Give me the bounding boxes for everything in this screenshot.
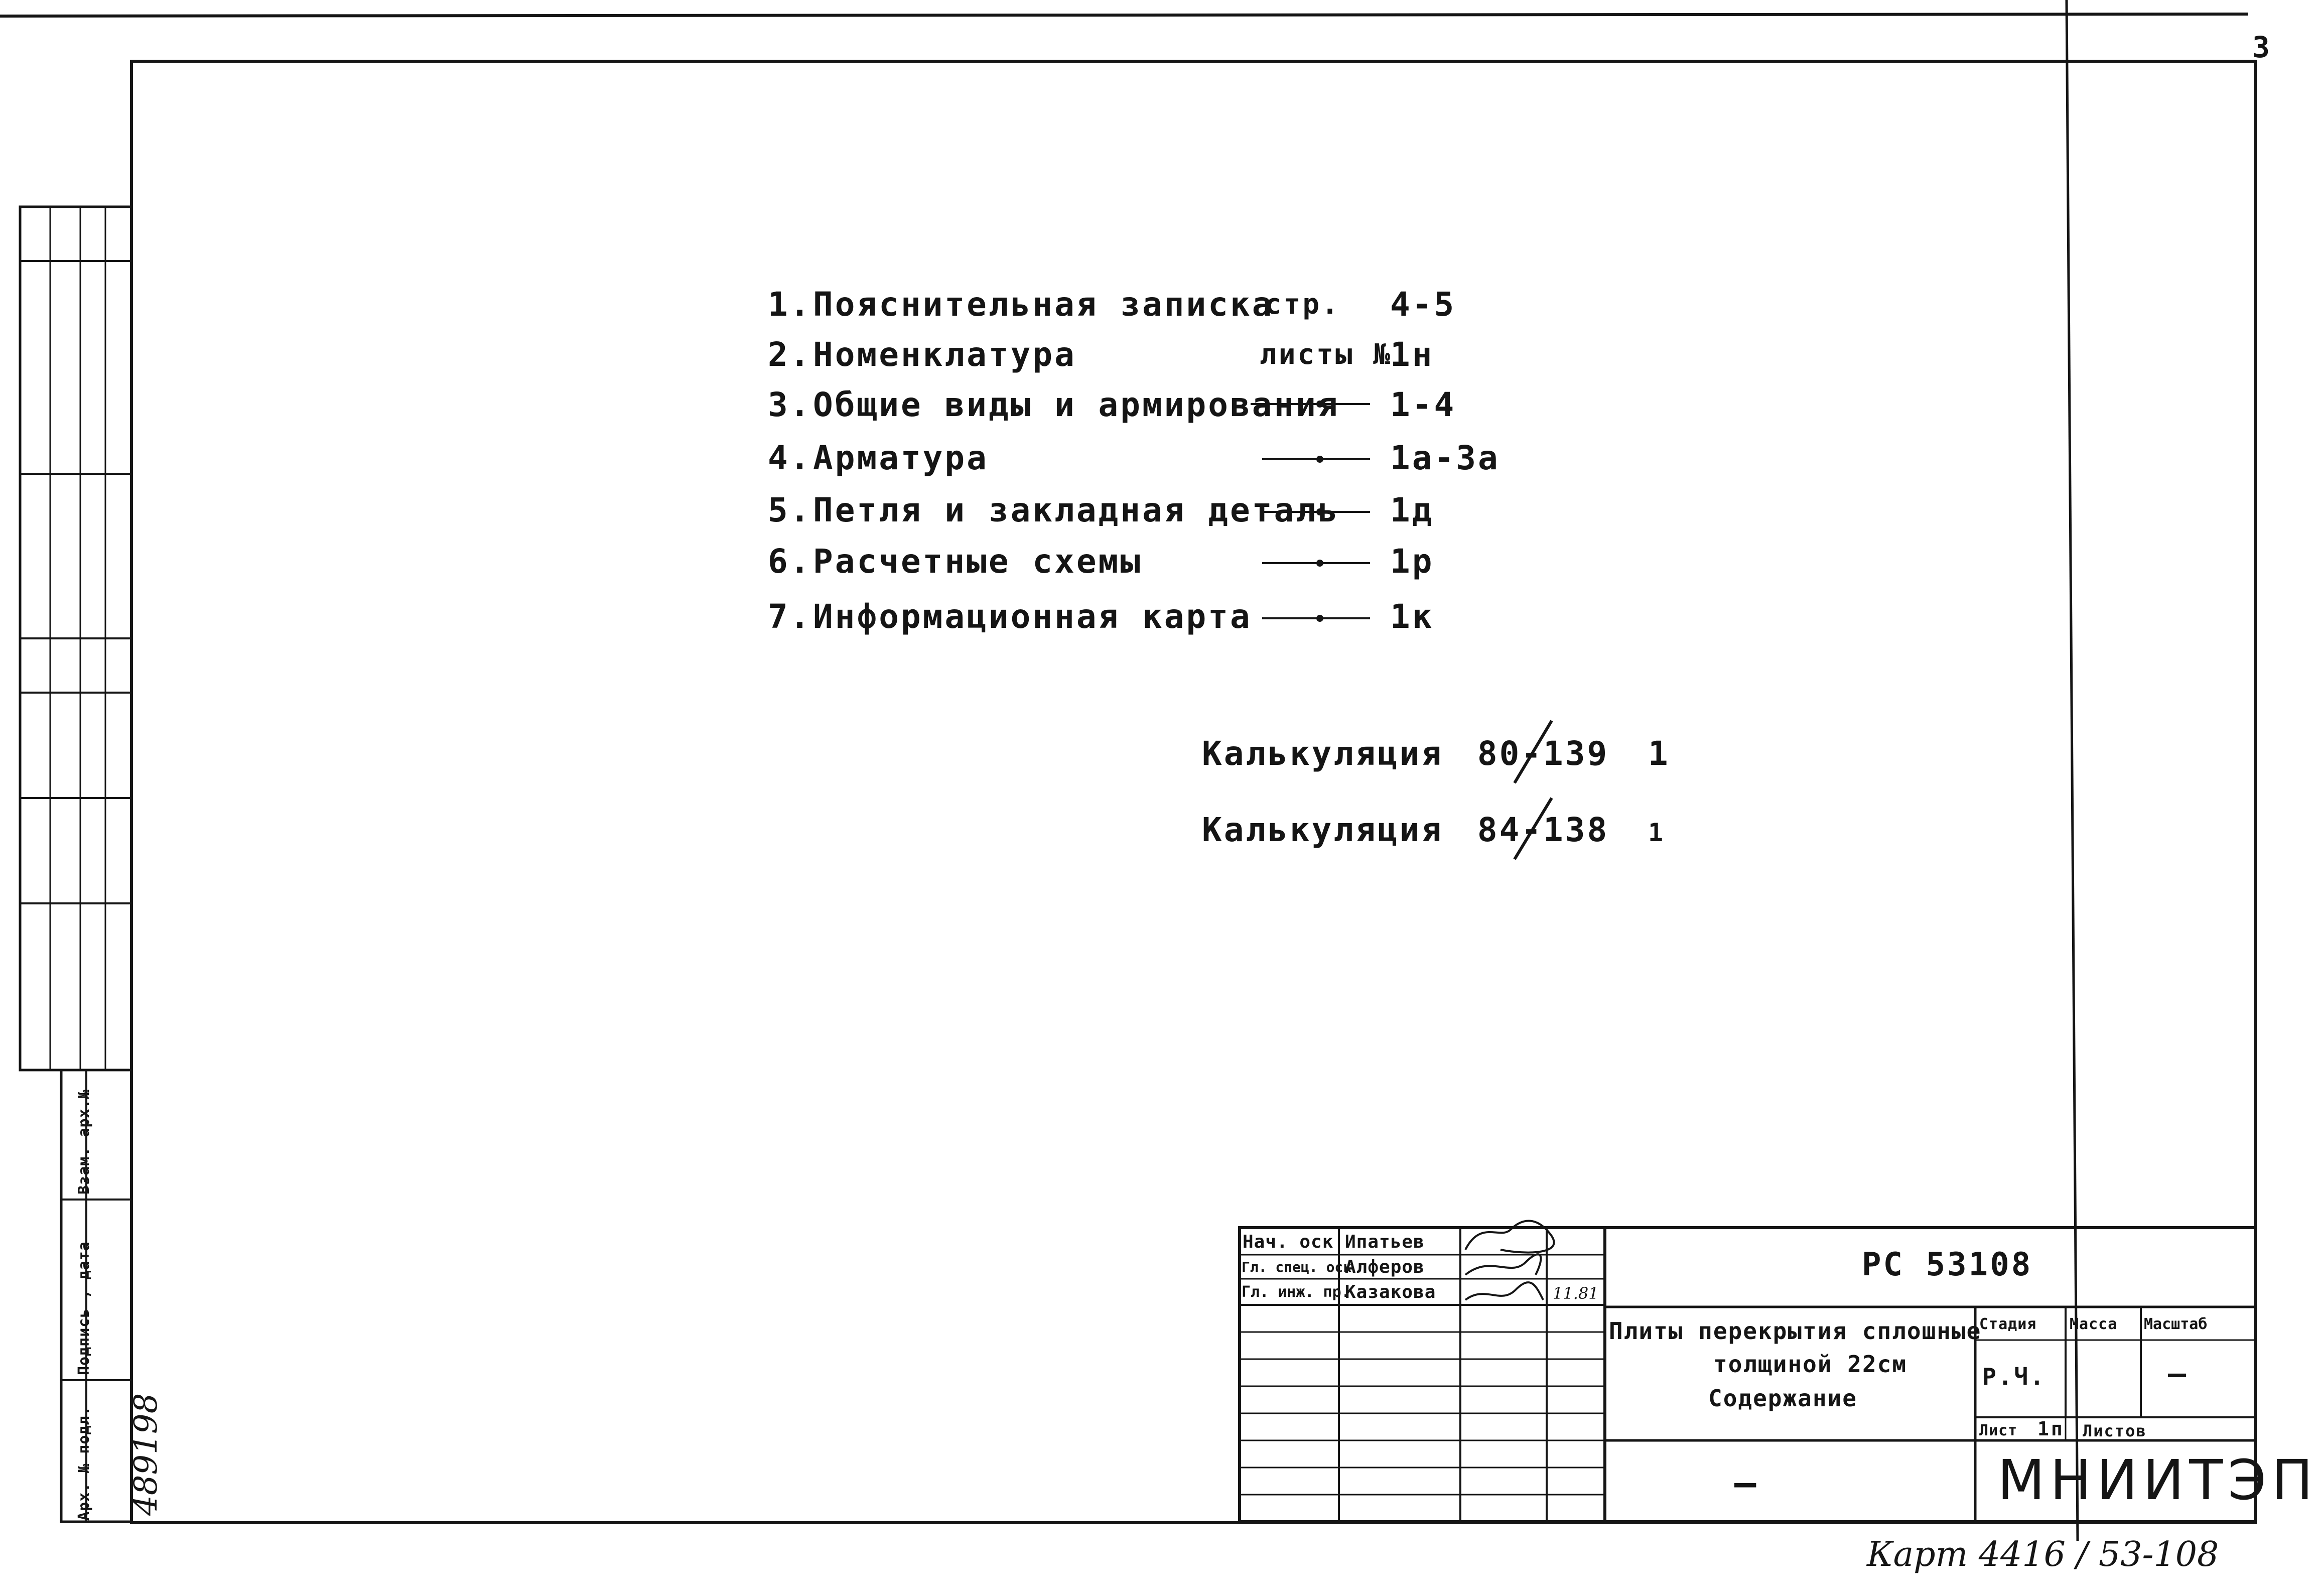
calculation-number: 80-139 <box>1477 734 1609 773</box>
contents-item-ref: листы № <box>1260 338 1393 371</box>
contents-item-title: Общие виды и армирования <box>813 385 1340 424</box>
document-title-line: Содержание <box>1708 1385 1857 1412</box>
calculation-label: Калькуляция <box>1202 811 1444 849</box>
contents-item-title: Пояснительная записка <box>813 285 1274 324</box>
scale-value: — <box>2168 1356 2189 1391</box>
contents-item-value: 1к <box>1390 597 1434 636</box>
side-stamp-label-signature: Подпись , дата <box>75 1241 93 1375</box>
contents-item-ref: стр. <box>1265 288 1340 321</box>
calculation-line <box>1202 805 1665 855</box>
sheet-value: 1п <box>2037 1418 2065 1440</box>
staff-date: 11.81 <box>1553 1284 1599 1303</box>
calculation-sub: 1 <box>1648 734 1670 773</box>
contents-item-number: 5. <box>768 491 812 529</box>
contents-item-title: Арматура <box>813 439 989 477</box>
organization-name: МНИИТЭП <box>1997 1448 2318 1512</box>
sheets-label: Листов <box>2083 1421 2147 1440</box>
contents-item-title: Номенклатура <box>813 335 1076 374</box>
document-code: РС 53108 <box>1862 1246 2033 1283</box>
staff-name: Ипатьев <box>1345 1232 1425 1252</box>
mass-label: Масса <box>2070 1315 2118 1333</box>
contents-item-value: 1р <box>1390 542 1434 581</box>
staff-role: Нач. оск <box>1243 1232 1334 1252</box>
side-stamp-label-archive: Арх. № подл. <box>75 1406 93 1521</box>
calculation-sub: 1 <box>1648 818 1666 847</box>
staff-name: Казакова <box>1345 1282 1436 1302</box>
calculation-number: 84-138 <box>1477 811 1609 849</box>
side-stamp-label-replaced: Взам. арх.№ <box>75 1089 93 1194</box>
contents-item-value: 1-4 <box>1390 385 1456 424</box>
contents-item-number: 2. <box>768 335 812 374</box>
stage-label: Стадия <box>1979 1315 2037 1333</box>
contents-item-value: 4-5 <box>1390 285 1456 324</box>
title-block-dash: — <box>1734 1461 1758 1504</box>
sheet-corner-number: 3 <box>2252 30 2272 64</box>
document-title-line: толщиной 22см <box>1713 1351 1907 1378</box>
contents-item-value: 1д <box>1390 491 1434 529</box>
calculation-line <box>1202 729 1670 779</box>
contents-item-number: 6. <box>768 542 812 581</box>
contents-item-number: 1. <box>768 285 812 324</box>
stage-value: Р.Ч. <box>1982 1363 2046 1390</box>
document-title-line: Плиты перекрытия сплошные <box>1609 1317 1982 1345</box>
staff-role: Гл. спец. оск <box>1242 1259 1352 1275</box>
calculation-label: Калькуляция <box>1202 734 1444 773</box>
contents-item-number: 7. <box>768 597 812 636</box>
staff-name: Алферов <box>1345 1257 1425 1277</box>
contents-item-value: 1а-3а <box>1390 439 1500 477</box>
scale-label: Масштаб <box>2144 1315 2208 1333</box>
contents-item-title: Информационная карта <box>813 597 1252 636</box>
contents-item-title: Расчетные схемы <box>813 542 1143 581</box>
side-stamp-archive-number: 489198 <box>127 1393 165 1516</box>
staff-role: Гл. инж. пр. <box>1242 1283 1350 1301</box>
contents-item-value: 1н <box>1390 335 1434 374</box>
contents-item-title: Петля и закладная деталь <box>813 491 1340 529</box>
contents-item-number: 3. <box>768 385 812 424</box>
sheet-label: Лист <box>1979 1422 2018 1439</box>
footer-archive-note: Карт 4416 / 53-108 <box>1867 1535 2219 1574</box>
contents-item-number: 4. <box>768 439 812 477</box>
